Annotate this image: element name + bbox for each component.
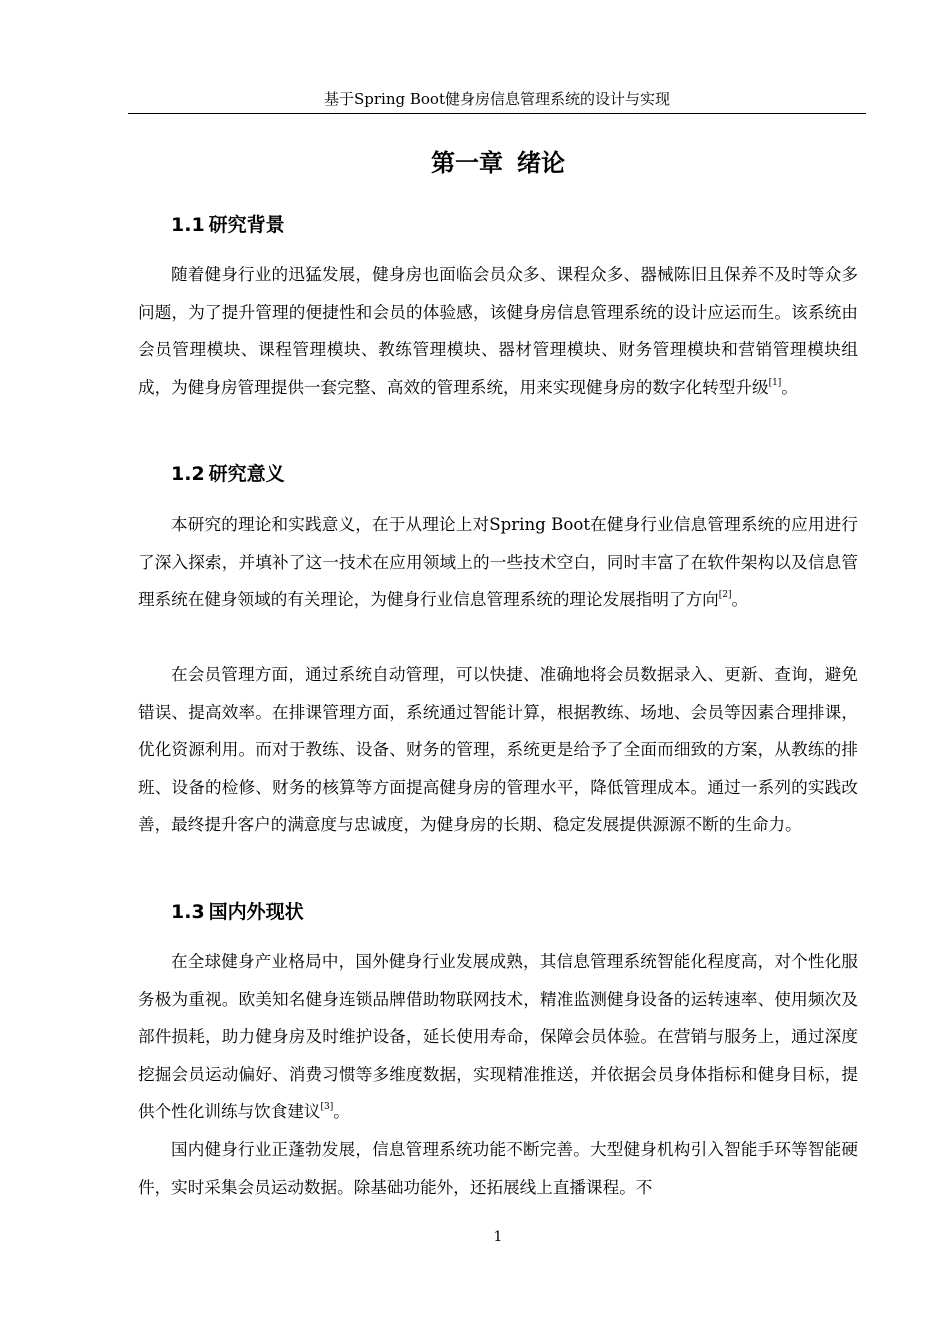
paragraph-text: 随着健身行业的迅猛发展，健身房也面临会员众多、课程众多、器械陈旧且保养不及时等众多问题，为了提升管理的便捷性和会员的体验感，该健身房信息管理系统的设计应运而生。该系统由会员管理模块、课程管理模块、教练管理模块、器材管理模块、财务管理模块和营销管理模块组成，为健身房管理提供一套完整、高效的管理系统，用来实现健身房的数字化转型升级: [138, 265, 858, 397]
chapter-title: [138, 145, 858, 181]
paragraph: [138, 656, 858, 844]
section-title: 研究背景: [208, 214, 285, 236]
paragraph: [138, 943, 858, 1131]
paragraph: [138, 1131, 858, 1206]
paragraph-text: 本研究的理论和实践意义，在于从理论上对Spring Boot在健身行业信息管理系统的应用进行了深入探索，并填补了这一技术在应用领域上的一些技术空白，同时丰富了在软件架构以及信息管理系统在健身领域的有关理论，为健身行业信息管理系统的理论发展指明了方向: [138, 515, 858, 609]
section-title: 研究意义: [208, 463, 285, 485]
section-heading-1-3: [171, 898, 771, 926]
paragraph-text: 国内健身行业正蓬勃发展，信息管理系统功能不断完善。大型健身机构引入智能手环等智能硬件，实时采集会员运动数据。除基础功能外，还拓展线上直播课程。不: [138, 1140, 858, 1197]
chapter-number: 第一章: [431, 149, 503, 177]
paragraph-end: 。: [731, 590, 749, 609]
section-heading-1-1: [171, 211, 771, 239]
paragraph: [138, 506, 858, 619]
paragraph-end: 。: [781, 377, 798, 397]
chapter-name: 绪论: [517, 149, 565, 177]
paragraph-end: 。: [333, 1102, 350, 1121]
page-number: 1: [493, 1229, 503, 1245]
section-number: 1.3: [171, 901, 205, 923]
section-number: 1.1: [171, 214, 205, 236]
paragraph: [138, 256, 858, 406]
citation[interactable]: [1]: [768, 377, 782, 388]
header-rule: [128, 113, 866, 114]
paragraph-text: 在会员管理方面，通过系统自动管理，可以快捷、准确地将会员数据录入、更新、查询，避免错误、提高效率。在排课管理方面，系统通过智能计算，根据教练、场地、会员等因素合理排课，优化资源利用。而对于教练、设备、财务的管理，系统更是给予了全面而细致的方案，从教练的排班、设备的检修、财务的核算等方面提高健身房的管理水平，降低管理成本。通过一系列的实践改善，最终提升客户的满意度与忠诚度，为健身房的长期、稳定发展提供源源不断的生命力。: [138, 665, 858, 834]
running-header: 基于Spring Boot健身房信息管理系统的设计与实现: [324, 90, 670, 108]
paragraph-text: 在全球健身产业格局中，国外健身行业发展成熟，其信息管理系统智能化程度高，对个性化服务极为重视。欧美知名健身连锁品牌借助物联网技术，精准监测健身设备的运转速率、使用频次及部件损耗，助力健身房及时维护设备，延长使用寿命，保障会员体验。在营销与服务上，通过深度挖掘会员运动偏好、消费习惯等多维度数据，实现精准推送，并依据会员身体指标和健身目标，提供个性化训练与饮食建议: [138, 952, 858, 1121]
citation[interactable]: [2]: [718, 590, 732, 601]
section-number: 1.2: [171, 463, 205, 485]
citation[interactable]: [3]: [320, 1102, 334, 1113]
section-heading-1-2: [171, 460, 771, 488]
section-title: 国内外现状: [208, 901, 304, 923]
